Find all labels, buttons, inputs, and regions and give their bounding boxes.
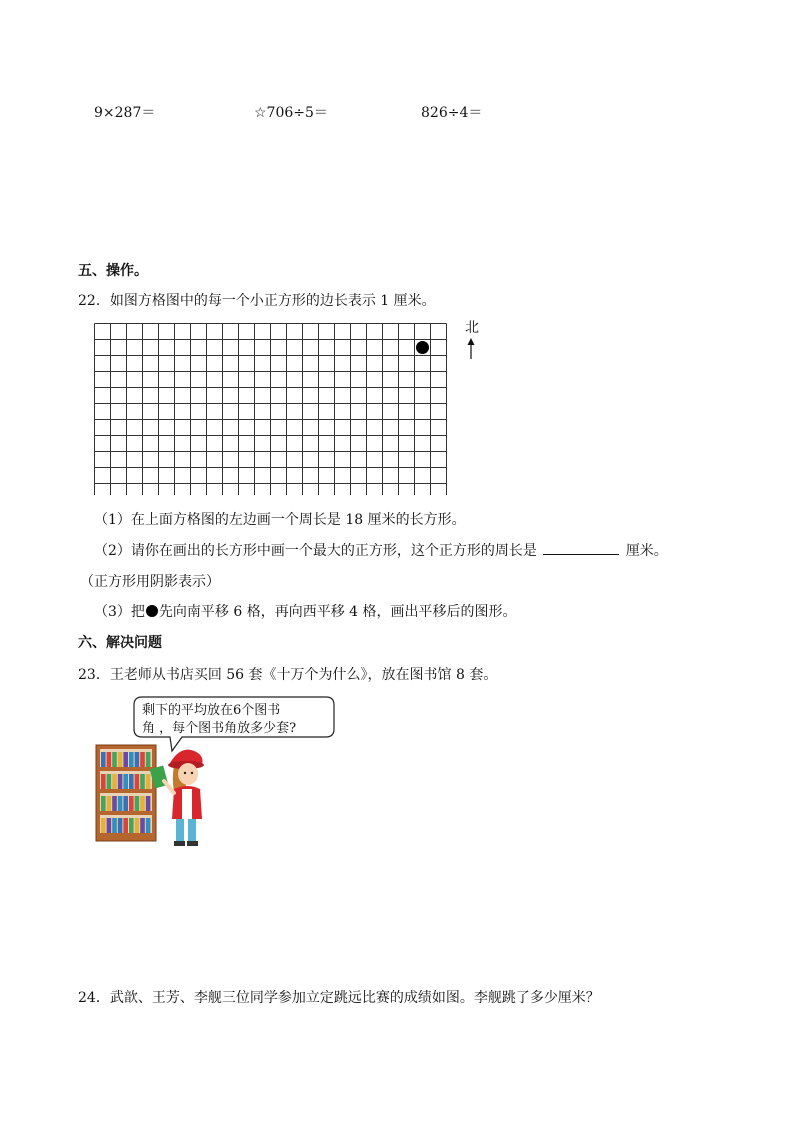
question-22-part-2 bbox=[94, 540, 668, 560]
girl-icon bbox=[150, 750, 204, 846]
book-icon bbox=[135, 774, 140, 789]
question-22-part-2-text: （2）请你在画出的长方形中画一个最大的正方形，这个正方形的周长是 bbox=[94, 543, 537, 559]
bookshelf-icon bbox=[96, 745, 156, 841]
book-icon bbox=[101, 752, 106, 767]
book-icon bbox=[101, 796, 106, 811]
answer-blank[interactable] bbox=[543, 540, 619, 555]
question-24-text: 24．武歆、王芳、李舰三位同学参加立定跳远比赛的成绩如图。李舰跳了多少厘米？ bbox=[78, 990, 600, 1006]
bookshelf-girl-illustration bbox=[92, 695, 336, 851]
book-icon bbox=[118, 818, 123, 833]
book-icon bbox=[101, 818, 106, 833]
question-23-text: 23．王老师从书店买回 56 套《十万个为什么》，放在图书馆 8 套。 bbox=[78, 667, 498, 683]
book-icon bbox=[129, 818, 134, 833]
book-icon bbox=[140, 818, 145, 833]
book-icon bbox=[146, 818, 151, 833]
book-icon bbox=[135, 752, 140, 767]
book-icon bbox=[146, 796, 151, 811]
calc-expression-3: 826÷4＝ bbox=[421, 105, 483, 121]
book-icon bbox=[101, 774, 106, 789]
book-icon bbox=[118, 774, 123, 789]
question-22-text: 22．如图方格图中的每一个小正方形的边长表示 1 厘米。 bbox=[78, 293, 436, 309]
question-22-part-2-unit: 厘米。 bbox=[625, 543, 668, 559]
book-icon bbox=[140, 774, 145, 789]
book-icon bbox=[135, 796, 140, 811]
book-icon bbox=[107, 818, 112, 833]
calc-expression-1: 9×287＝ bbox=[94, 105, 156, 121]
book-icon bbox=[146, 774, 151, 789]
book-icon bbox=[129, 774, 134, 789]
book-icon bbox=[107, 752, 112, 767]
north-label: 北 bbox=[465, 320, 479, 336]
black-dot-icon bbox=[146, 605, 158, 617]
book-icon bbox=[118, 796, 123, 811]
speech-bubble-line-2: 角 ，每个图书角放多少套? bbox=[142, 721, 297, 736]
question-22-part-2-note: （正方形用阴影表示） bbox=[80, 574, 220, 590]
question-22-part-3-prefix: （3）把 bbox=[94, 604, 145, 620]
north-arrow-icon bbox=[464, 337, 478, 361]
question-22-part-3 bbox=[94, 601, 517, 621]
book-icon bbox=[112, 774, 117, 789]
book-icon bbox=[107, 796, 112, 811]
book-icon bbox=[140, 752, 145, 767]
speech-bubble-line-1: 剩下的平均放在6个图书 bbox=[142, 703, 281, 718]
calc-expression-2: ☆706÷5＝ bbox=[254, 105, 328, 121]
question-22-part-1: （1）在上面方格图的左边画一个周长是 18 厘米的长方形。 bbox=[94, 512, 466, 528]
book-icon bbox=[129, 796, 134, 811]
section-heading-solve-problems: 六、解决问题 bbox=[78, 635, 162, 651]
book-icon bbox=[112, 796, 117, 811]
book-icon bbox=[146, 752, 151, 767]
square-grid bbox=[94, 323, 450, 495]
book-icon bbox=[107, 774, 112, 789]
book-icon bbox=[123, 796, 128, 811]
book-icon bbox=[112, 818, 117, 833]
book-icon bbox=[135, 818, 140, 833]
book-icon bbox=[123, 752, 128, 767]
book-icon bbox=[140, 796, 145, 811]
question-22-part-3-text: 先向南平移 6 格，再向西平移 4 格，画出平移后的图形。 bbox=[158, 604, 517, 620]
black-dot-marker bbox=[416, 341, 429, 354]
book-icon bbox=[118, 752, 123, 767]
book-icon bbox=[123, 774, 128, 789]
book-icon bbox=[129, 752, 134, 767]
book-icon bbox=[123, 818, 128, 833]
section-heading-operation: 五、操作。 bbox=[78, 263, 148, 279]
book-icon bbox=[112, 752, 117, 767]
